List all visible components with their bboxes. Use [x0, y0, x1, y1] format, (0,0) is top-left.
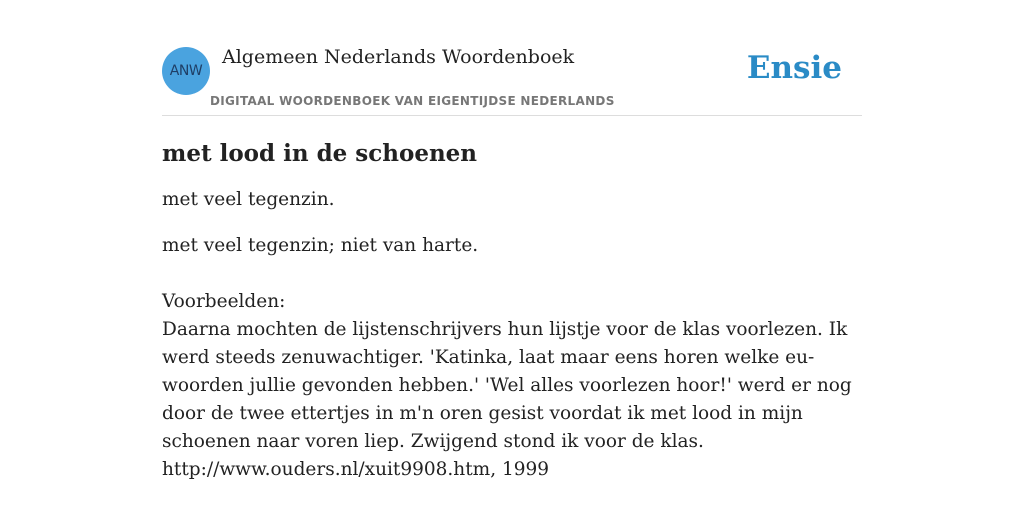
- site-title[interactable]: Algemeen Nederlands Woordenboek: [222, 46, 575, 68]
- short-definition: met veel tegenzin.: [162, 189, 335, 210]
- examples-block: [162, 288, 862, 484]
- example-text: Daarna mochten de lijstenschrijvers hun lijstje voor de klas voorlezen. Ik werd steeds zenuwachtiger. 'Katinka, laat maar eens horen welke eu-woorden jullie gevonden hebben.' 'Wel alles voorlezen hoor!' werd er nog door de twee ettertjes in m'n oren gesist voordat ik met lood in mijn schoenen naar voren liep. Zwijgend stond ik voor de klas.: [162, 319, 852, 452]
- entry-content: [162, 138, 862, 484]
- example-source: http://www.ouders.nl/xuit9908.htm, 1999: [162, 459, 550, 480]
- anw-logo[interactable]: [162, 47, 210, 95]
- definition: met veel tegenzin; niet van harte.: [162, 235, 479, 256]
- site-header: [162, 44, 862, 116]
- logo-text: ANW: [169, 63, 203, 79]
- site-subtitle: DIGITAAL WOORDENBOEK VAN EIGENTIJDSE NEDERLANDS: [210, 94, 615, 108]
- examples-label: Voorbeelden:: [162, 291, 286, 312]
- entry-term: met lood in de schoenen: [162, 140, 478, 167]
- ensie-brand-logo[interactable]: Ensie: [746, 50, 842, 86]
